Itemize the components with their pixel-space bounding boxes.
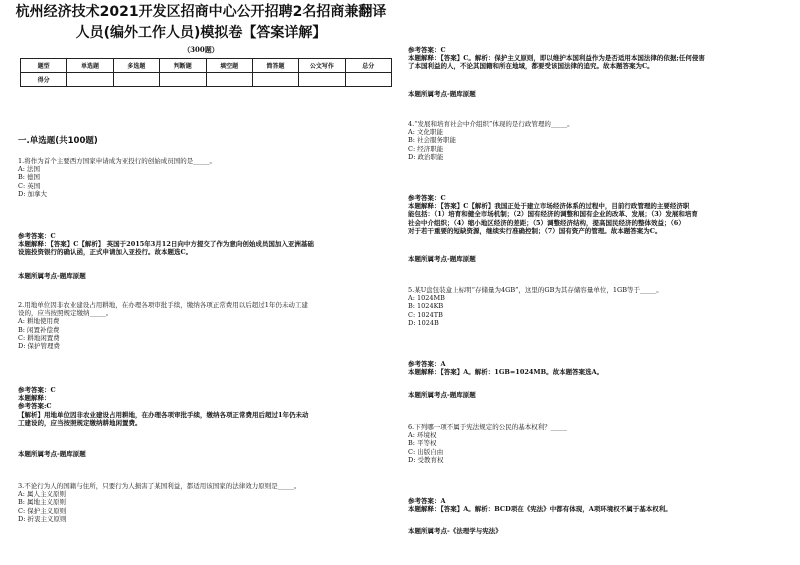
score-header-cell: 多选题: [113, 59, 159, 73]
answer-3: [408, 46, 794, 71]
option-d: D: 折衷主义原则: [18, 514, 67, 523]
option-c: C: 耕地闲置费: [18, 333, 60, 342]
answer-label: 参考答案：C: [408, 194, 446, 202]
option-d: D: 1024B: [408, 318, 439, 327]
explanation-line: 工建设的，应当按照规定缴纳耕地闲置费。: [18, 418, 142, 427]
section-title: 一.单选题(共100题): [18, 136, 98, 146]
option-c: C: 保护主义原则: [18, 506, 67, 515]
answer-2: [18, 386, 398, 427]
option-a: A: 法国: [18, 165, 40, 174]
answer-label: 参考答案：A: [408, 497, 446, 505]
topic-tag: 本题所属考点-题库原题: [408, 255, 476, 263]
score-table-score-row: [21, 73, 392, 87]
topic-tag-4: [408, 255, 794, 263]
question-1: [18, 157, 398, 198]
score-cell: [67, 73, 113, 87]
topic-tag-3: [408, 90, 794, 98]
score-header-cell: 简答题: [252, 59, 298, 73]
question-stem: 1.将作为首个主要西方国家申请成为亚投行的创始成员国的是_____。: [18, 157, 216, 165]
topic-tag-5: [408, 391, 794, 399]
option-b: B: 平等权: [408, 439, 437, 448]
explanation-line: 本题解释：【答案】A。解析：1GB=1024MB。故本题答案选A。: [408, 368, 604, 377]
answer-1: [18, 232, 398, 257]
explanation-line: 本题解释：【答案】A。解析：BCD项在《宪法》中都有体现，A项环境权不属于基本权利。: [408, 505, 672, 514]
score-header-cell: 公文写作: [299, 59, 345, 73]
question-stem-cont: 设的，应当按照规定缴纳_____。: [18, 309, 113, 318]
topic-tag: 本题所属考点-题库原题: [408, 391, 476, 399]
option-a: A: 1024MB: [408, 294, 445, 303]
question-count-note: （300题）: [183, 45, 219, 54]
score-cell: [252, 73, 298, 87]
option-a: A: 文化职能: [408, 128, 443, 137]
answer-6: [408, 497, 794, 513]
option-b: B: 1024KB: [408, 302, 444, 311]
explanation-line: 本题解释：【答案】C。解析：保护主义原则，即以维护本国利益作为是否适用本国法律的依据;任何侵害: [408, 54, 705, 63]
topic-tag: 本题所属考点-题库原题: [408, 90, 476, 98]
option-a: A: 环境权: [408, 431, 437, 440]
option-d: D: 加拿大: [18, 189, 47, 198]
question-stem: 3.不论行为人的国籍与住所，只要行为人损害了某国利益，都适用该国家的法律效力原则是_____。: [18, 482, 301, 490]
option-b: B: 德国: [18, 173, 41, 182]
title-line-1: 杭州经济技术2021开发区招商中心公开招聘2名招商兼翻译: [15, 4, 387, 20]
option-d: D: 保护管理费: [18, 342, 60, 351]
score-header-cell: 单选题: [67, 59, 113, 73]
question-stem: 6.下列哪一项不属于宪法规定的公民的基本权利？_____: [408, 423, 567, 431]
option-b: B: 属地主义原则: [18, 498, 67, 507]
score-header-cell: 判断题: [160, 59, 206, 73]
explanation-line: 能包括：（1）培育和健全市场机制；（2）国有经济的调整和国有企业的改革、发展；（3）发展和培育: [408, 210, 698, 219]
question-stem: 2.用地单位因非农业建设占用耕地，在办理各项审批手续，缴纳各项正常费用以后超过1年仍未动工建: [18, 301, 308, 309]
score-cell: [299, 73, 345, 87]
score-header-cell: 填空题: [206, 59, 252, 73]
explanation-line: 设施投资银行的确认函，正式申请加入亚投行。故本题选C。: [18, 248, 193, 257]
explanation-line: 了本国利益的人，不论其国籍和所在地域，都要受该国法律的追究。故本题答案为C。: [408, 62, 654, 71]
option-d: D: 受教育权: [408, 455, 444, 464]
question-6: [408, 423, 794, 464]
option-d: D: 政治职能: [408, 152, 444, 161]
option-a: A: 属人主义原则: [18, 490, 66, 499]
answer-label: 参考答案：A: [408, 360, 446, 368]
explanation-label: 本题解释：: [18, 394, 51, 403]
title-line-2: 人员(编外工作人员)模拟卷【答案详解】: [75, 25, 327, 41]
question-stem: 5.某U盘包装盒上标明“存储量为4GB”，这里的GB为其存储容量单位，1GB等于_____。: [408, 286, 663, 294]
explanation-line: 【解析】用地单位因非农业建设占用耕地，在办理各项审批手续，缴纳各项正常费用后超过1年仍未动: [18, 410, 309, 419]
score-cell: [206, 73, 252, 87]
section-heading-block: [18, 137, 398, 145]
answer-5: [408, 360, 794, 376]
question-3: [18, 482, 398, 523]
question-2: [18, 301, 398, 350]
option-c: C: 出版自由: [408, 447, 444, 456]
answer-label-2: 参考答案:C: [18, 402, 52, 411]
topic-tag: 本题所属考点-题库原题: [18, 272, 86, 280]
score-header-cell: 总分: [345, 59, 391, 73]
answer-label: 参考答案：C: [18, 386, 56, 394]
option-c: C: 1024TB: [408, 310, 443, 319]
answer-label: 参考答案：C: [18, 232, 56, 240]
document-title: [10, 2, 392, 44]
question-stem: 4.“发展和培育社会中介组织”体现的是行政管理的_____。: [408, 120, 574, 128]
answer-label: 参考答案：C: [408, 46, 446, 54]
option-b: B: 闲置补偿费: [18, 325, 60, 334]
score-header-cell: 题型: [21, 59, 67, 73]
option-c: C: 英国: [18, 181, 41, 190]
topic-tag: 本题所属考点-题库原题: [18, 450, 86, 458]
topic-tag-1: [18, 272, 398, 280]
score-cell: [160, 73, 206, 87]
score-table: [20, 58, 392, 87]
score-table-header-row: [21, 59, 392, 73]
score-cell: [113, 73, 159, 87]
answer-4: [408, 194, 794, 235]
explanation-line: 本题解释：【答案】C【解析】我国正处于建立市场经济体系的过程中，目前行政管理的主要经济职: [408, 202, 690, 211]
topic-tag: 本题所属考点-《法理学与宪法》: [408, 527, 502, 535]
question-4: [408, 120, 794, 161]
explanation-line: 社会中介组织；（4）缩小地区经济的差距；（5）调整经济结构，提高国民经济的整体效益；（6）: [408, 218, 685, 227]
score-cell: [345, 73, 391, 87]
topic-tag-2: [18, 450, 398, 458]
option-a: A: 耕地使用费: [18, 317, 60, 326]
option-b: B: 社会服务职能: [408, 136, 457, 145]
topic-tag-6: [408, 527, 794, 535]
question-5: [408, 286, 794, 327]
option-c: C: 经济职能: [408, 144, 444, 153]
score-row-label: 得分: [21, 73, 67, 87]
explanation-line: 本题解释：【答案】C【解析】 英国于2015年3月12日向中方提交了作为意向创始成员国加入亚洲基础: [18, 240, 314, 249]
explanation-line: 对于若干重要的短缺资源，继续实行准确控制；（7）国有资产的管理。故本题答案为C。: [408, 226, 662, 235]
